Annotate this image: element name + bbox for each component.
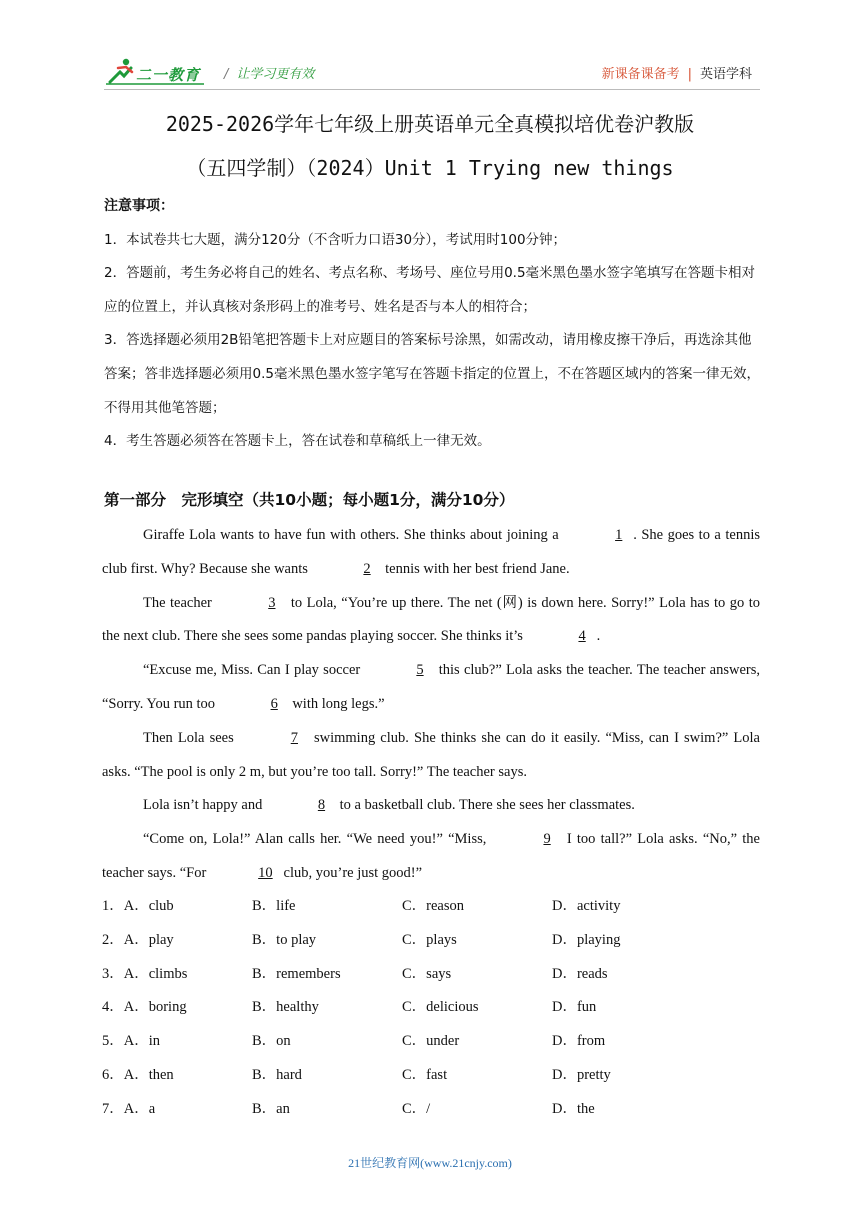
option: 7．A．a [102,1100,156,1117]
answer-options [102,890,760,1127]
note-item: 3．答选择题必须用2B铅笔把答题卡上对应题目的答案标号涂黑，如需改动，请用橡皮擦干净后，再选涂其他答案；答非选择题必须用0.5毫米黑色墨水签字笔写在答题卡指定的位置上，不在答题区域内的答案一律无效，不得用其他笔答题； [104,332,760,416]
option: B．on [252,1033,291,1050]
blank-6: 6 [270,695,278,712]
note-item: 1．本试卷共七大题，满分120分（不含听力口语30分），考试用时100分钟； [104,231,567,248]
blank-3: 3 [268,594,276,611]
option: 2．A．play [102,931,174,948]
blank-5: 5 [416,662,424,679]
blank-1: 1 [615,527,623,543]
option: D．the [552,1100,595,1117]
passage-paragraph [102,654,760,722]
option: C．delicious [402,999,479,1016]
page-title-line1: 2025-2026学年七年级上册英语单元全真模拟培优卷沪教版 [165,112,695,136]
header-right: 新课备课备考 | 英语学科 [601,67,752,82]
header-slogan: / 让学习更有效 [224,67,315,82]
option: C．plays [402,931,457,948]
passage-text: “Excuse me, Miss. Can I play soccer [143,662,365,679]
note-item: 2．答题前，考生务必将自己的姓名、考点名称、考场号、座位号用0.5毫米黑色墨水签字笔填写在答题卡相对应的位置上，并认真核对条形码上的准考号、姓名是否与本人的相符合； [104,265,756,315]
passage-text: “Come on, Lola!” Alan calls her. “We need you!” “Miss, [143,831,492,848]
option: D．reads [552,965,608,982]
option: D．from [552,1033,606,1050]
blank-7: 7 [290,729,298,746]
passage-paragraph [102,587,760,655]
passage-text: this club?” Lola asks the teacher. The teacher answers, “Sorry. You run too [102,662,760,712]
option: 4．A．boring [102,999,187,1016]
notes-heading: 注意事项： [104,198,174,214]
option: C．fast [402,1066,448,1083]
option: B．to play [252,931,317,948]
blank-10: 10 [258,864,273,881]
note-item: 4．考生答题必须答在答题卡上，答在试卷和草稿纸上一律无效。 [104,433,491,450]
passage-text: with long legs.” [288,695,385,712]
passage-paragraph [102,519,760,587]
passage-paragraph [102,722,760,790]
header-subject: 英语学科 [699,67,752,82]
passage-text: club, you’re just good!” [279,864,423,881]
option: C．/ [402,1100,431,1117]
option: C．says [402,965,452,982]
option-row [102,1025,760,1059]
option: B．remembers [252,965,341,982]
passage-paragraph [102,823,760,891]
blank-2: 2 [363,560,371,577]
option: D．activity [552,898,621,914]
passage-text: The teacher [143,594,217,611]
page-footer[interactable]: 21世纪教育网(www.21cnjy.com) [348,1156,512,1170]
section-heading: 第一部分 完形填空（共10小题；每小题1分，满分10分） [104,491,515,509]
option-row [102,1093,760,1127]
blank-9: 9 [543,831,551,848]
passage-text: tennis with her best friend Jane. [381,560,570,577]
option: 5．A．in [102,1033,160,1050]
header-divider [104,89,760,90]
option-row [102,890,760,924]
passage-text: to Lola, “You’re up there. The net (网) is down here. Sorry!” Lola has to go to the next club. There she sees some pandas playing soccer. She thinks it’s [102,594,760,645]
page-header [104,56,760,90]
option: B．life [252,898,296,914]
option: C．reason [402,898,465,914]
passage-text: I too tall?” Lola asks. “No,” the teacher says. “For [102,831,760,881]
blank-4: 4 [578,628,586,645]
option: 3．A．climbs [102,965,188,982]
passage-text: Lola isn’t happy and [143,797,266,814]
slogan-text: 让学习更有效 [236,67,315,82]
option: B．healthy [252,999,319,1016]
passage-text: Then Lola sees [143,729,239,746]
page-title-line2: （五四学制）（2024）Unit 1 Trying new things [186,156,674,180]
passage-text: swimming club. She thinks she can do it easily. “Miss, can I swim?” Lola asks. “The pool is only 2 m, but you’re too tall. Sorry!” The teacher says. [102,729,760,780]
option: 1．A．club [102,898,174,914]
option-row [102,958,760,992]
passage-text: . [596,628,601,645]
option-row [102,924,760,958]
option: B．an [252,1100,290,1117]
passage-paragraph [102,789,760,823]
option: D．pretty [552,1066,611,1083]
exam-notes [104,190,764,459]
logo-text: 二一教育 [136,66,201,84]
option: C．under [402,1033,460,1050]
header-category: 新课备课备考 [601,67,680,82]
option: D．playing [552,931,621,948]
blank-8: 8 [317,797,326,814]
option-row [102,1059,760,1093]
option: B．hard [252,1066,302,1083]
passage-text: to a basketball club. There she sees her classmates. [335,797,635,814]
option: 6．A．then [102,1066,174,1083]
option: D．fun [552,999,597,1016]
option-row [102,991,760,1025]
passage-text: Giraffe Lola wants to have fun with others. She thinks about joining a [143,527,564,543]
cloze-passage [102,519,760,891]
passage-text: . She goes to a tennis club first. Why? Because she wants [102,527,761,577]
